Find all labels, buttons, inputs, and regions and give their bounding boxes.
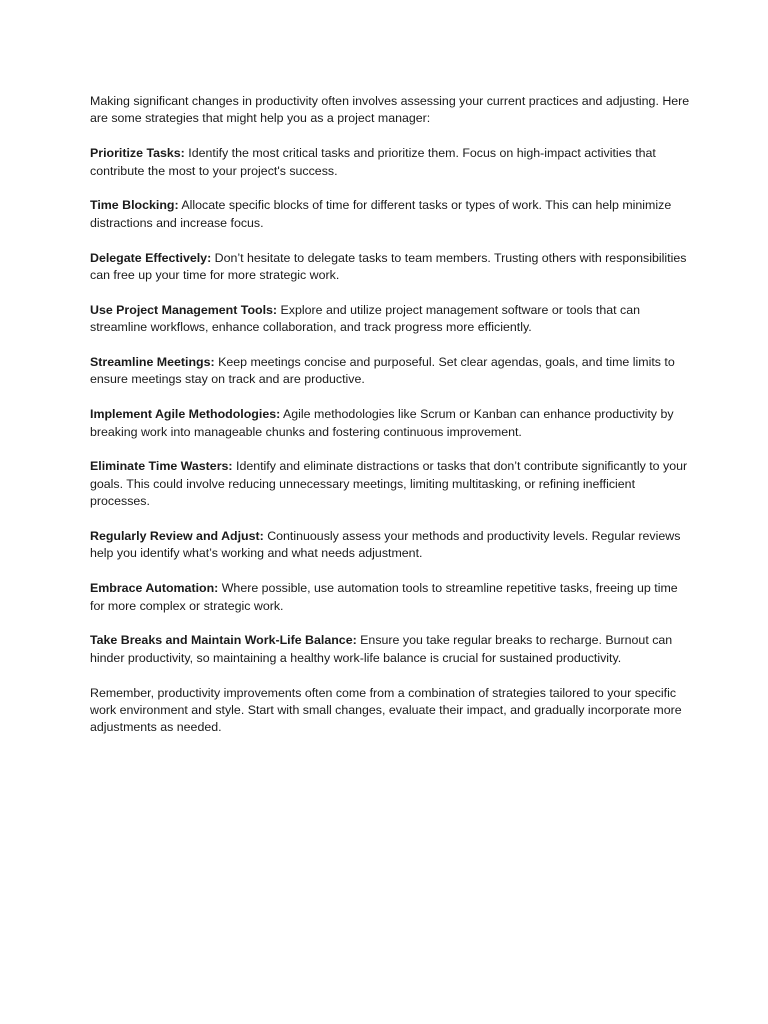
strategy-title: Implement Agile Methodologies: <box>90 407 281 422</box>
intro-paragraph: Making significant changes in productivity often involves assessing your current practices and adjusting. Here are some strategies that might help you as a project manager: <box>90 94 690 126</box>
strategy-title: Prioritize Tasks: <box>90 146 185 161</box>
strategy-title: Delegate Effectively: <box>90 250 212 265</box>
strategy-text: Keep meetings concise and purposeful. Set clear agendas, goals, and time limits to ensure meetings stay on track and are productive. <box>90 355 675 387</box>
strategy-text: Where possible, use automation tools to streamline repetitive tasks, freeing up time for more complex or strategic work. <box>90 581 678 613</box>
document-page <box>90 93 690 754</box>
strategy-text: Ensure you take regular breaks to recharge. Burnout can hinder productivity, so maintaining a healthy work-life balance is crucial for sustained productivity. <box>90 633 673 665</box>
strategy-project-management-tools <box>90 302 690 337</box>
strategy-text: Allocate specific blocks of time for different tasks or types of work. This can help minimize distractions and increase focus. <box>90 198 672 230</box>
strategy-agile-methodologies <box>90 406 690 441</box>
conclusion-paragraph: Remember, productivity improvements often come from a combination of strategies tailored to your specific work environment and style. Start with small changes, evaluate their impact, and gradually incorporate more adjustments as needed. <box>90 685 682 735</box>
strategy-title: Eliminate Time Wasters: <box>90 459 233 474</box>
strategy-title: Time Blocking: <box>90 198 179 213</box>
strategy-embrace-automation <box>90 580 690 615</box>
strategy-time-blocking <box>90 197 690 232</box>
strategy-text: Explore and utilize project management software or tools that can streamline workflows, enhance collaboration, and track progress more efficiently. <box>90 302 641 335</box>
strategy-text: Agile methodologies like Scrum or Kanban can enhance productivity by breaking work into manageable chunks and fostering continuous improvement. <box>90 407 674 439</box>
strategy-title: Streamline Meetings: <box>90 355 215 370</box>
strategy-title: Embrace Automation: <box>90 581 219 596</box>
strategy-title: Use Project Management Tools: <box>90 302 278 317</box>
strategy-review-and-adjust <box>90 528 690 563</box>
strategy-eliminate-time-wasters <box>90 458 690 510</box>
strategy-delegate-effectively <box>90 250 690 285</box>
strategy-text: Identify and eliminate distractions or tasks that don’t contribute significantly to your goals. This could involve reducing unnecessary meetings, limiting multitasking, or refining inefficient processes. <box>90 459 688 509</box>
strategy-text: Identify the most critical tasks and prioritize them. Focus on high-impact activities that contribute the most to your project's success. <box>90 146 656 178</box>
strategy-title: Take Breaks and Maintain Work-Life Balance: <box>90 633 357 648</box>
strategy-text: Don’t hesitate to delegate tasks to team members. Trusting others with responsibilities can free up your time for more strategic work. <box>90 250 687 283</box>
strategy-text: Continuously assess your methods and productivity levels. Regular reviews help you identify what’s working and what needs adjustment. <box>90 529 681 561</box>
strategy-streamline-meetings <box>90 354 690 389</box>
strategy-breaks-work-life-balance <box>90 632 690 667</box>
strategy-title: Regularly Review and Adjust: <box>90 529 264 544</box>
strategy-prioritize-tasks <box>90 145 690 180</box>
